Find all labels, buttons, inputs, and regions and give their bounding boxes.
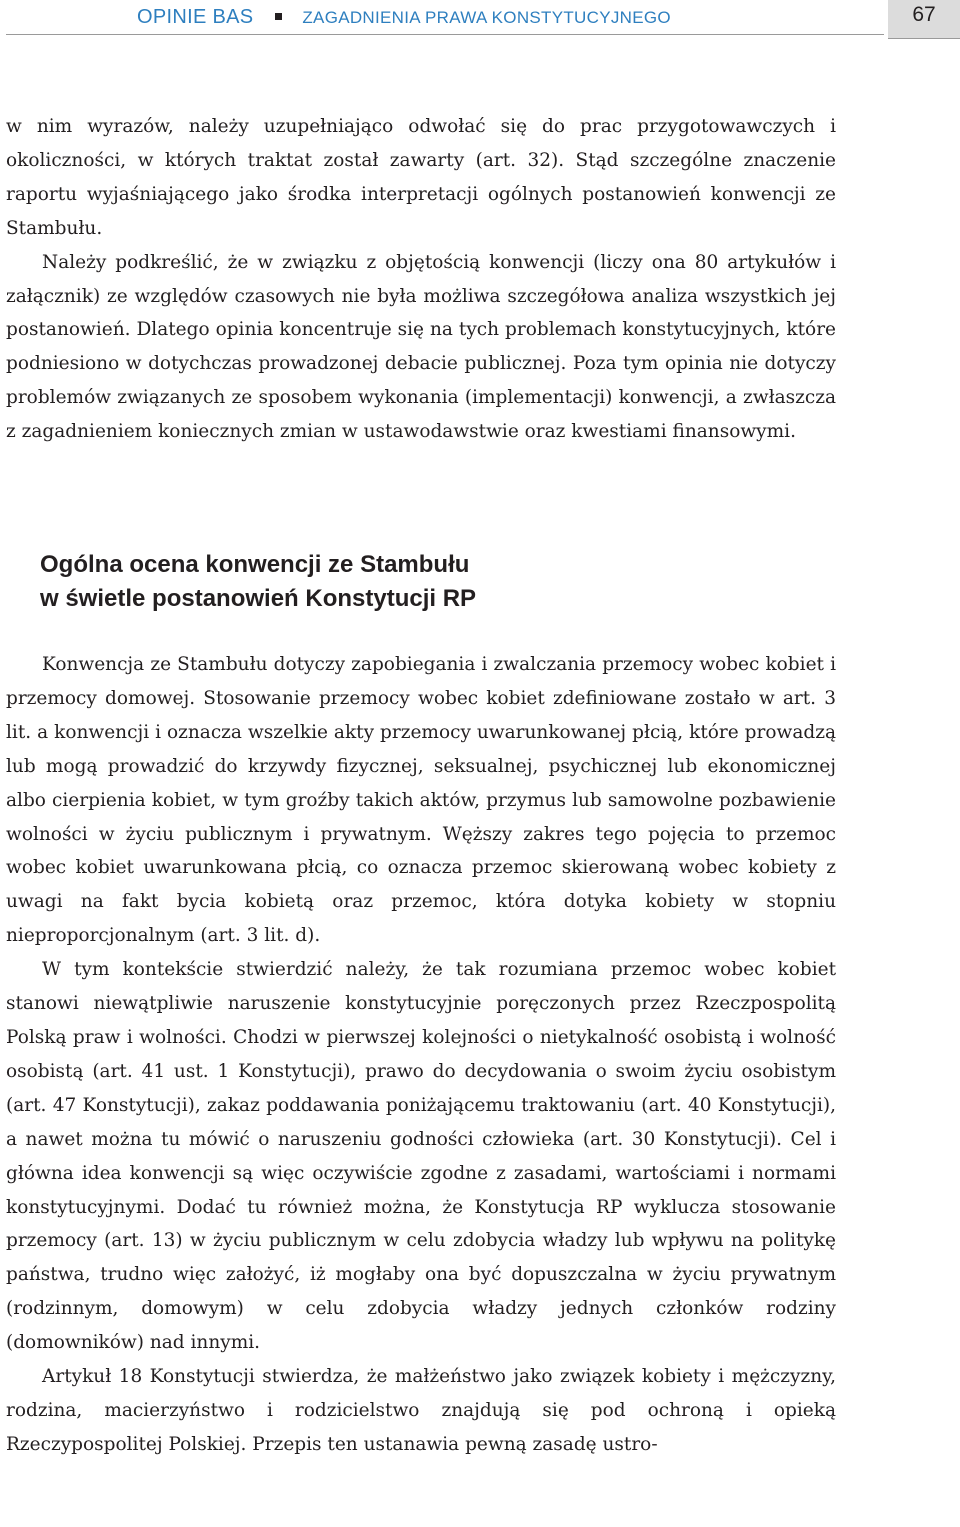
section-paragraph-2: W tym kontekście stwierdzić należy, że tak rozumiana przemoc wobec kobiet stanowi niewątpliwie naruszenie konstytucyjnie poręczonych przez Rzeczpospolitą Polską praw i wolności. Chodzi w pierwszej kolejności o nietykalność osobistą i wolność osobistą (art. 41 ust. 1 Konstytucji), prawo do decydowania o swoim życiu osobistym (art. 47 Konstytucji), zakaz poddawania poniżającemu traktowaniu (art. 40 Konstytucji), a nawet można tu mówić o naruszeniu godności człowieka (art. 30 Konstytucji). Cel i główna idea konwencji są więc oczywiście zgodne z zasadami, wartościami i normami konstytucyjnymi. Dodać tu również można, że Konstytucja RP wyklucza stosowanie przemocy (art. 13) w życiu publicznym w celu zdobycia władzy lub wpływu na politykę państwa, trudno więc założyć, iż mogłaby ona być dopuszczalna w życiu prywatnym (rodzinnym, domowym) w celu zdobycia władzy jednych członków rodziny (domowników) nad innymi. [6, 959, 836, 1354]
section-paragraph-1: Konwencja ze Stambułu dotyczy zapobiegania i zwalczania przemocy wobec kobiet i przemocy domowej. Stosowanie przemocy wobec kobiet zdefiniowane zostało w art. 3 lit. a konwencji i oznacza wszelkie akty przemocy uwarunkowanej płcią, które prowadzą lub mogą prowadzić do krzywdy fizycznej, seksualnej, psychicznej lub ekonomicznej albo cierpienia kobiet, w tym groźby takich aktów, przymus lub samowolne pozbawienie wolności w życiu publicznym i prywatnym. Węższy zakres tego pojęcia to przemoc wobec kobiet uwarunkowana płcią, co oznacza przemoc skierowaną wobec kobiety z uwagi na fakt bycia kobietą oraz przemoc, która dotyka kobiety w stopniu nieproporcjonalnym (art. 3 lit. d). [6, 654, 836, 947]
intro-paragraph-2: Należy podkreślić, że w związku z objętością konwencji (liczy ona 80 artykułów i załącznik) ze względów czasowych nie była możliwa szczegółowa analiza wszystkich jej postanowień. Dlatego opinia koncentruje się na tych problemach konstytucyjnych, które podniesiono w dotychczas prowadzonej debacie publicznej. Poza tym opinia nie dotyczy problemów związanych ze sposobem wykonania (implementacji) konwencji, a zwłaszcza z zagadnieniem koniecznych zmian w ustawodawstwie oraz kwestiami finansowymi. [6, 251, 836, 443]
section-heading [40, 548, 840, 616]
section-heading-line-2: w świetle postanowień Konstytucji RP [40, 585, 477, 612]
running-head [137, 6, 671, 29]
series-title: OPINIE BAS [137, 6, 254, 28]
header-rule [6, 34, 884, 35]
section-text [6, 648, 836, 1462]
intro-paragraph-1: w nim wyrazów, należy uzupełniająco odwołać się do prac przygotowawczych i okoliczności, w których traktat został zawarty (art. 32). Stąd szczególne znaczenie raportu wyjaśniającego jako środka interpretacji ogólnych postanowień konwencji ze Stambułu. [6, 116, 836, 239]
section-paragraph-3: Artykuł 18 Konstytucji stwierdza, że małżeństwo jako związek kobiety i mężczyzny, rodzina, macierzyństwo i rodzicielstwo znajdują się pod ochroną i opieką Rzeczypospolitej Polskiej. Przepis ten ustanawia pewną zasadę ustro- [6, 1366, 836, 1455]
intro-text [6, 110, 836, 449]
section-title: ZAGADNIENIA PRAWA KONSTYTUCYJNEGO [302, 8, 671, 27]
page-number: 67 [888, 0, 960, 39]
separator-square-icon [275, 13, 282, 20]
page-header [0, 0, 960, 40]
section-heading-line-1: Ogólna ocena konwencji ze Stambułu [40, 551, 470, 578]
